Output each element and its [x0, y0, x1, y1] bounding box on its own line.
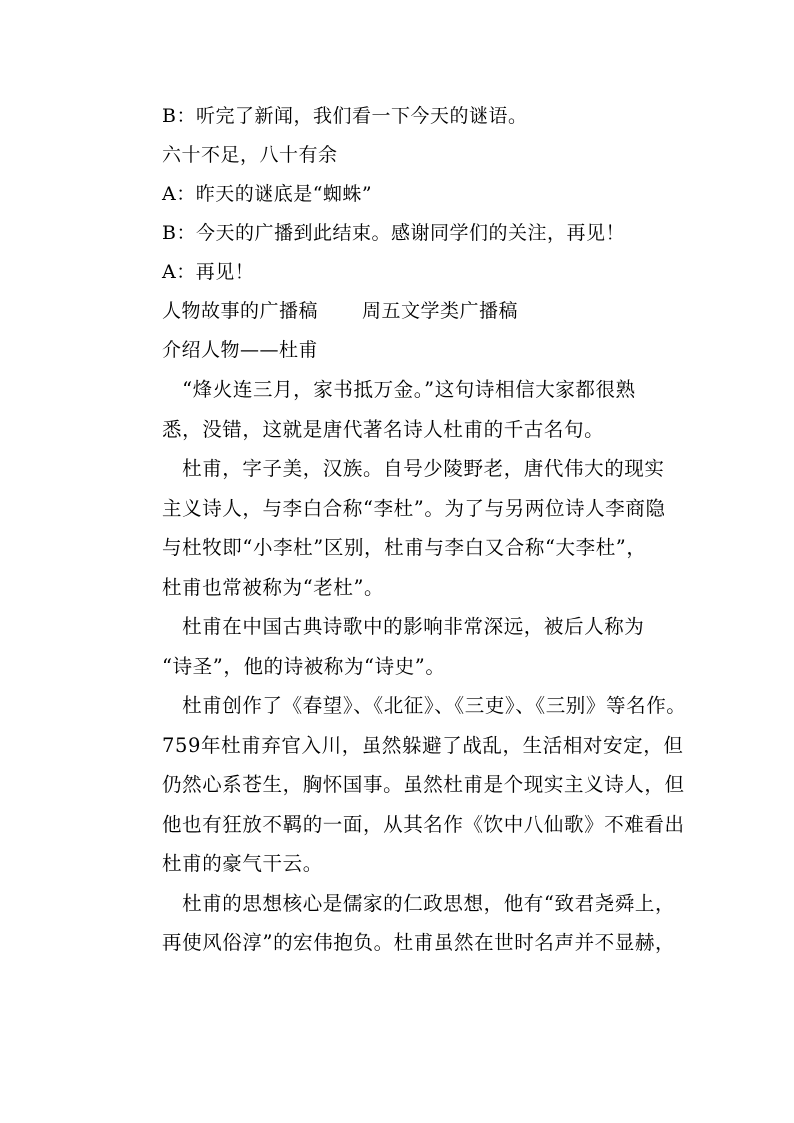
section-title-right: 周五文学类广播稿: [362, 300, 519, 322]
paragraph-line: 主义诗人，与李白合称“李杜”。为了与另两位诗人李商隐: [162, 496, 666, 520]
section-title-left: 人物故事的广播稿: [162, 300, 319, 322]
intro-title: 介绍人物——杜甫: [162, 339, 319, 361]
paragraph-line: 杜甫创作了《春望》、《北征》、《三吏》、《三别》等名作。: [162, 694, 687, 717]
dialogue-line-a-answer: A：昨天的谜底是“蜘蛛”: [162, 183, 373, 205]
dialogue-line-a-goodbye: A：再见！: [162, 261, 255, 283]
document-content: [162, 102, 692, 963]
paragraph-line: 杜甫的豪气干云。: [162, 852, 323, 875]
paragraph-line: “烽火连三月，家书抵万金。”这句诗相信大家都很熟: [162, 378, 636, 401]
paragraph-line: “诗圣”，他的诗被称为“诗史”。: [162, 654, 446, 678]
paragraph-line: 悉，没错，这就是唐代著名诗人杜甫的千古名句。: [162, 417, 605, 441]
paragraph-line: 杜甫在中国古典诗歌中的影响非常深远，被后人称为: [162, 615, 645, 638]
paragraph-line: 他也有狂放不羁的一面，从其名作《饮中八仙歌》不难看出: [162, 812, 685, 836]
dialogue-line-b-riddle-intro: B：听完了新闻，我们看一下今天的谜语。: [162, 105, 528, 127]
paragraph-line: 再使风俗淳”的宏伟抱负。杜甫虽然在世时名声并不显赫，: [162, 931, 676, 954]
paragraph-line: 与杜牧即“小李杜”区别，杜甫与李白又合称“大李杜”，: [162, 536, 647, 559]
paragraph-1: [162, 370, 692, 449]
paragraph-4: [162, 686, 692, 884]
riddle-text: 六十不足，八十有余: [162, 144, 338, 166]
paragraph-line: 杜甫，字子美，汉族。自号少陵野老，唐代伟大的现实: [162, 457, 665, 480]
dialogue-line-b-closing: B：今天的广播到此结束。感谢同学们的关注，再见！: [162, 222, 625, 244]
paragraph-line: 杜甫的思想核心是儒家的仁政思想，他有“致君尧舜上，: [162, 891, 676, 915]
paragraph-2: [162, 449, 692, 607]
section-title-row: [162, 297, 692, 325]
paragraph-line: 仍然心系苍生，胸怀国事。虽然杜甫是个现实主义诗人，但: [162, 773, 685, 796]
paragraph-line: 杜甫也常被称为“老杜”。: [162, 575, 385, 599]
paragraph-5: [162, 884, 692, 963]
paragraph-line: 759年杜甫弃官入川，虽然躲避了战乱，生活相对安定，但: [162, 733, 684, 757]
paragraph-3: [162, 607, 692, 686]
